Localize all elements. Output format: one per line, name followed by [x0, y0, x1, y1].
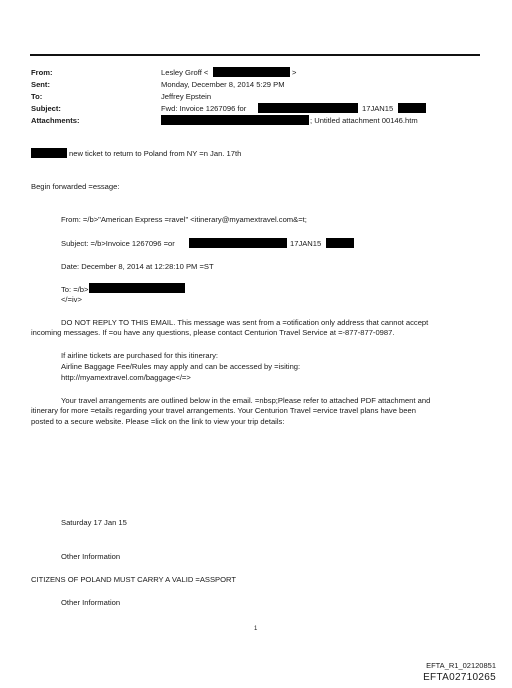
- header-divider: [30, 54, 480, 56]
- redaction-body-1: [31, 148, 67, 158]
- subject-date: 17JAN15: [362, 104, 394, 113]
- forwarded-heading: Begin forwarded =essage:: [31, 182, 120, 191]
- body-line-1: new ticket to return to Poland from NY =n Jan. 17th: [69, 149, 242, 158]
- sent-value: Monday, December 8, 2014 5:29 PM: [161, 80, 285, 89]
- to-label: To:: [31, 92, 43, 101]
- subject-value: Fwd: Invoice 1267096 for: [161, 104, 247, 113]
- redaction-fwd-to: [89, 283, 185, 293]
- fwd-subject-date: 17JAN15: [290, 239, 322, 248]
- page-number: 1: [254, 626, 258, 632]
- arrange-line-2: itinerary for more =etails regarding your travel arrangements. Your Centurion Travel =ervice travel plans have been: [31, 406, 416, 415]
- date-line: Saturday 17 Jan 15: [61, 518, 127, 527]
- fwd-div: </=iv>: [61, 295, 82, 304]
- other-info-1: Other Information: [61, 552, 121, 561]
- attachment-value[interactable]: ; Untitled attachment 00146.htm: [310, 116, 418, 125]
- fwd-date: Date: December 8, 2014 at 12:28:10 PM =ST: [61, 262, 214, 271]
- from-label: From:: [31, 68, 53, 77]
- fwd-subject: Subject: =/b>Invoice 1267096 =or: [61, 239, 175, 248]
- redaction-attachment: [161, 115, 309, 125]
- other-info-2: Other Information: [61, 598, 121, 607]
- subject-label: Subject:: [31, 104, 61, 113]
- noreply-line-2: incoming messages. If =ou have any questions, please contact Centurion Travel Service at =-877-877-0987.: [31, 328, 395, 337]
- attachments-label: Attachments:: [31, 116, 80, 125]
- from-value: Lesley Groff <: [161, 68, 209, 77]
- baggage-link[interactable]: http://myamextravel.com/baggage</=>: [61, 373, 191, 382]
- redaction-from: [213, 67, 290, 77]
- redaction-fwd-subject: [189, 238, 287, 248]
- fwd-to: To: =/b>: [61, 285, 89, 294]
- sent-label: Sent:: [31, 80, 50, 89]
- baggage-line-1: If airline tickets are purchased for this itinerary:: [61, 351, 219, 360]
- redaction-subject-2: [398, 103, 426, 113]
- arrange-line-3: posted to a secure website. Please =lick on the link to view your trip details:: [31, 417, 285, 426]
- noreply-line-1: DO NOT REPLY TO THIS EMAIL. This message was sent from a =otification only address that cannot accept: [61, 318, 429, 327]
- to-value: Jeffrey Epstein: [161, 92, 212, 101]
- redaction-subject: [258, 103, 358, 113]
- arrange-line-1: Your travel arrangements are outlined below in the email. =nbsp;Please refer to attached PDF attachment and: [61, 396, 431, 405]
- footer-ref-1: EFTA_R1_02120851: [426, 661, 496, 670]
- footer-ref-2: EFTA02710265: [423, 672, 496, 683]
- citizens-notice: CITIZENS OF POLAND MUST CARRY A VALID =ASSPORT: [31, 575, 237, 584]
- from-close: >: [292, 68, 297, 77]
- redaction-fwd-subject-2: [326, 238, 354, 248]
- fwd-from: From: =/b>"American Express =ravel" <itinerary@myamextravel.com&=t;: [61, 215, 307, 224]
- baggage-line-2: Airline Baggage Fee/Rules may apply and can be accessed by =isiting:: [61, 362, 301, 371]
